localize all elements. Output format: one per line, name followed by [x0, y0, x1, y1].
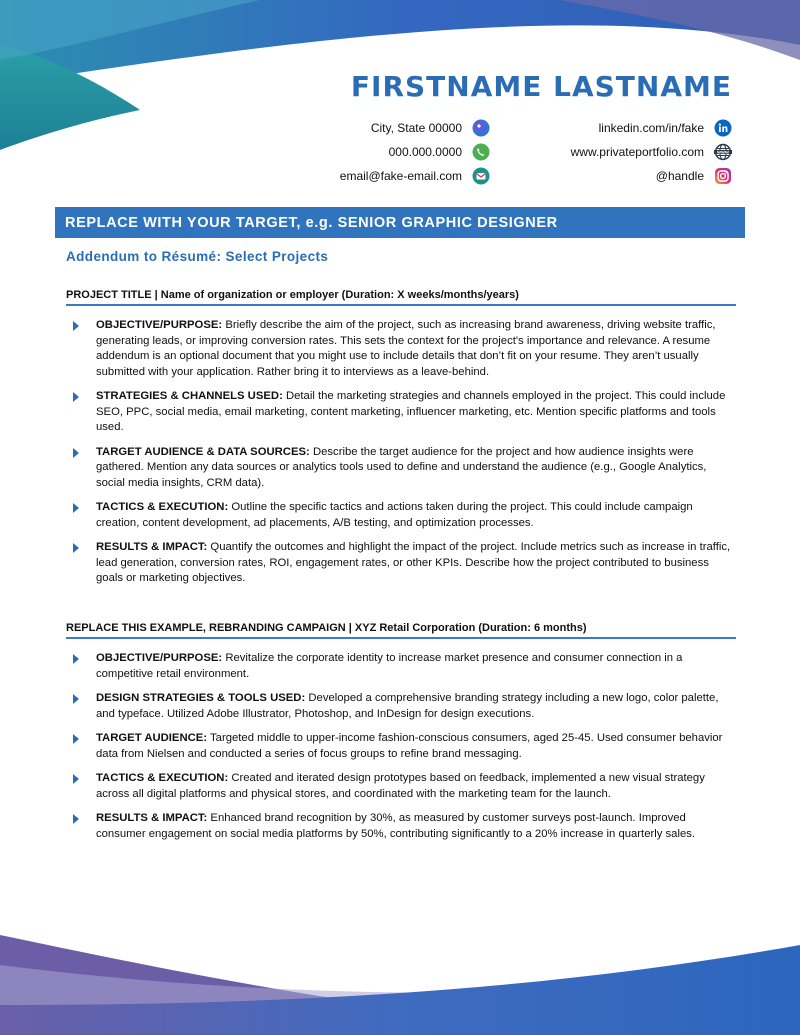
contact-social[interactable] — [571, 164, 732, 188]
candidate-name: FIRSTNAME LASTNAME — [350, 70, 732, 103]
globe-icon — [714, 143, 732, 161]
list-item — [66, 811, 736, 842]
item-text: Targeted middle to upper-income fashion-conscious consumers, aged 25-45. Used consumer behavior data from Nielsen and conducted a series of focus groups to refine brand messaging. — [96, 732, 723, 760]
list-item — [66, 731, 736, 762]
item-label: STRATEGIES & CHANNELS USED: — [96, 390, 283, 402]
portfolio-text[interactable]: www.privateportfolio.com — [570, 145, 704, 159]
list-item — [66, 389, 736, 436]
list-item — [66, 691, 736, 722]
list-item — [66, 771, 736, 802]
location-text: City, State 00000 — [370, 121, 462, 135]
item-text: Outline the specific tactics and actions taken during the project. This could include campaign creation, content development, ad placements, A/B testing, and optimization processes. — [96, 501, 693, 529]
item-text: Quantify the outcomes and highlight the impact of the project. Include metrics such as increase in traffic, lead generation, conversion rates, ROI, engagement rates, or other KPIs. Describe how the project contributed to business goals or marketing objectives. — [96, 541, 731, 584]
email-text: email@fake-email.com — [339, 169, 462, 183]
item-label: TARGET AUDIENCE & DATA SOURCES: — [96, 445, 310, 458]
phone-text: 000.000.0000 — [388, 145, 462, 159]
bullet-arrow-icon — [73, 448, 79, 458]
project-section-2 — [66, 621, 736, 851]
bullet-arrow-icon — [73, 694, 79, 704]
contact-info-right — [571, 116, 732, 188]
social-handle-text[interactable]: @handle — [655, 169, 704, 183]
contact-email — [340, 164, 490, 188]
phone-icon — [472, 143, 490, 161]
item-label: TARGET AUDIENCE: — [96, 732, 208, 744]
item-label: TACTICS & EXECUTION: — [96, 772, 229, 784]
item-label: RESULTS & IMPACT: — [96, 541, 208, 553]
item-label: OBJECTIVE/PURPOSE: — [96, 319, 223, 331]
bullet-arrow-icon — [73, 814, 79, 824]
addendum-heading: Addendum to Résumé: Select Projects — [66, 249, 329, 264]
project-title-text: REPLACE THIS EXAMPLE, REBRANDING CAMPAIGN | XYZ Retail Corporation (Duration: 6 months) — [66, 622, 587, 634]
target-title-bar — [55, 207, 745, 238]
project-details-list — [66, 318, 736, 587]
project-details-list — [66, 651, 736, 842]
target-title: REPLACE WITH YOUR TARGET, e.g. SENIOR GRAPHIC DESIGNER — [65, 214, 558, 231]
item-text: Created and iterated design prototypes based on feedback, implemented a new visual strategy across all digital platforms and physical stores, and coordinated with the marketing team for the launch. — [96, 772, 705, 800]
item-text: Describe the target audience for the project and how audience insights were gathered. Mention any data sources or analytics tools used to define and understand the audience (e.g., Google Analytics, social media insights, CRM data). — [96, 445, 707, 489]
item-label: TACTICS & EXECUTION: — [96, 501, 229, 513]
item-label: OBJECTIVE/PURPOSE: — [96, 652, 223, 664]
list-item — [66, 500, 736, 531]
item-text: Detail the marketing strategies and channels employed in the project. This could include SEO, PPC, social media, email marketing, content marketing, influencer marketing, etc. Mention specific platforms and tools used. — [96, 390, 726, 433]
bullet-arrow-icon — [73, 734, 79, 744]
contact-location — [340, 116, 490, 140]
project-title — [66, 288, 736, 306]
list-item — [66, 445, 736, 492]
contact-info-left — [340, 116, 490, 188]
location-icon — [472, 119, 490, 137]
linkedin-icon — [714, 119, 732, 137]
item-text: Enhanced brand recognition by 30%, as measured by customer surveys post-launch. Improved consumer engagement on social media platforms by 50%, contributing significantly to a 20% increase in quarterly sales. — [96, 812, 696, 840]
item-text: Revitalize the corporate identity to increase market presence and consumer connection in a competitive retail environment. — [96, 652, 683, 680]
bullet-arrow-icon — [73, 774, 79, 784]
list-item — [66, 318, 736, 380]
project-title-text: PROJECT TITLE | Name of organization or employer (Duration: X weeks/months/years) — [66, 289, 519, 301]
list-item — [66, 540, 736, 587]
linkedin-text[interactable]: linkedin.com/in/fake — [598, 121, 704, 135]
svg-text:WWW: WWW — [717, 150, 729, 155]
list-item — [66, 651, 736, 682]
bullet-arrow-icon — [73, 392, 79, 402]
project-section-1 — [66, 288, 736, 596]
item-label: RESULTS & IMPACT: — [96, 812, 208, 824]
bullet-arrow-icon — [73, 654, 79, 664]
instagram-icon — [714, 167, 732, 185]
contact-portfolio[interactable] — [571, 140, 732, 164]
contact-phone — [340, 140, 490, 164]
item-text: Briefly describe the aim of the project, such as increasing brand awareness, driving website traffic, generating leads, or improving conversion rates. This sets the context for the project's importance and relevance. A resume addendum is an optional document that you might use to include details that don’t fit on your resume. They aren’t usually submitted with your application. Rather bring it to interviews as a leave-behind. — [96, 319, 716, 378]
project-title — [66, 621, 736, 639]
bullet-arrow-icon — [73, 321, 79, 331]
item-text: Developed a comprehensive branding strategy including a new logo, color palette, and typeface. Utilized Adobe Illustrator, Photoshop, and InDesign for design executions. — [96, 692, 719, 720]
bullet-arrow-icon — [73, 503, 79, 513]
contact-linkedin[interactable] — [571, 116, 732, 140]
email-icon — [472, 167, 490, 185]
item-label: DESIGN STRATEGIES & TOOLS USED: — [96, 692, 306, 704]
bullet-arrow-icon — [73, 543, 79, 553]
